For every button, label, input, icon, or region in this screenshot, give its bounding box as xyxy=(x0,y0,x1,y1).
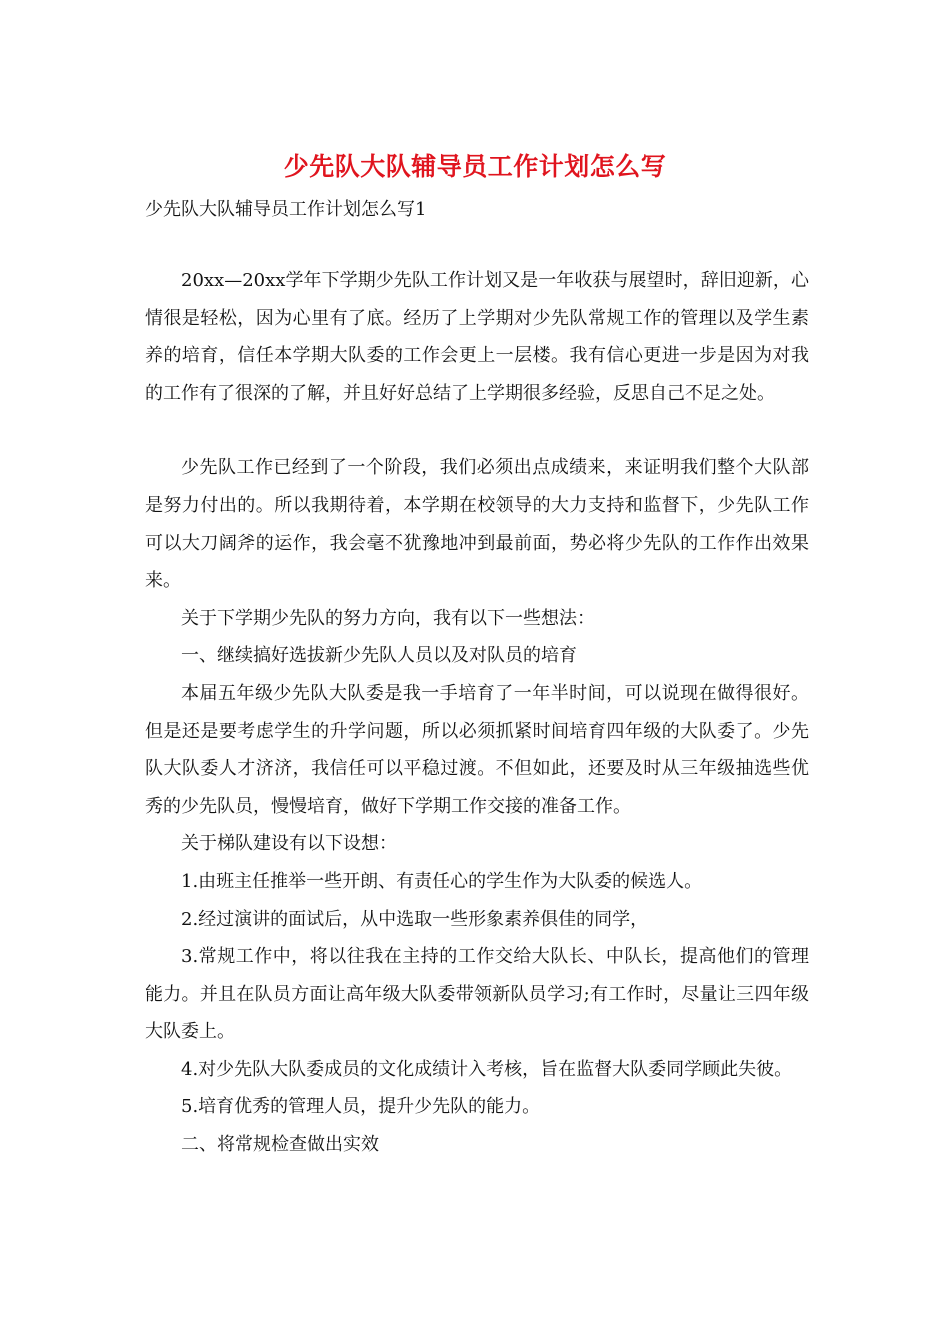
paragraph: 少先队工作已经到了一个阶段，我们必须出点成绩来，来证明我们整个大队部是努力付出的。所以我期待着，本学期在校领导的大力支持和监督下，少先队工作可以大刀阔斧的运作，我会毫不犹豫地冲到最前面，势必将少先队的工作作出效果来。 xyxy=(145,457,809,592)
paragraph: 关于下学期少先队的努力方向，我有以下一些想法： xyxy=(181,607,595,629)
list-item: 5.培育优秀的管理人员，提升少先队的能力。 xyxy=(181,1096,541,1118)
document-subtitle: 少先队大队辅导员工作计划怎么写1 xyxy=(145,199,427,220)
list-item: 2.经过演讲的面试后，从中选取一些形象素养俱佳的同学， xyxy=(181,908,649,930)
list-item: 3.常规工作中，将以往我在主持的工作交给大队长、中队长，提高他们的管理能力。并且在队员方面让高年级大队委带领新队员学习;有工作时，尽量让三四年级大队委上。 xyxy=(145,946,809,1043)
paragraph: 本届五年级少先队大队委是我一手培育了一年半时间，可以说现在做得很好。但是还是要考虑学生的升学问题，所以必须抓紧时间培育四年级的大队委了。少先队大队委人才济济，我信任可以平稳过渡。不但如此，还要及时从三年级抽选些优秀的少先队员，慢慢培育，做好下学期工作交接的准备工作。 xyxy=(145,682,809,817)
list-item: 4.对少先队大队委成员的文化成绩计入考核，旨在监督大队委同学顾此失彼。 xyxy=(181,1058,793,1080)
paragraph: 20xx—20xx学年下学期少先队工作计划又是一年收获与展望时，辞旧迎新，心情很是轻松，因为心里有了底。经历了上学期对少先队常规工作的管理以及学生素养的培育，信任本学期大队委的工作会更上一层楼。我有信心更进一步是因为对我的工作有了很深的了解，并且好好总结了上学期很多经验，反思自己不足之处。 xyxy=(145,270,809,404)
list-item: 1.由班主任推举一些开朗、有责任心的学生作为大队委的候选人。 xyxy=(181,870,703,892)
document-body xyxy=(145,262,809,1164)
document-title: 少先队大队辅导员工作计划怎么写 xyxy=(283,152,667,181)
paragraph: 关于梯队建设有以下设想： xyxy=(181,833,397,855)
section-heading: 二、将常规检查做出实效 xyxy=(181,1134,379,1156)
section-heading: 一、继续搞好选拔新少先队人员以及对队员的培育 xyxy=(181,645,577,667)
